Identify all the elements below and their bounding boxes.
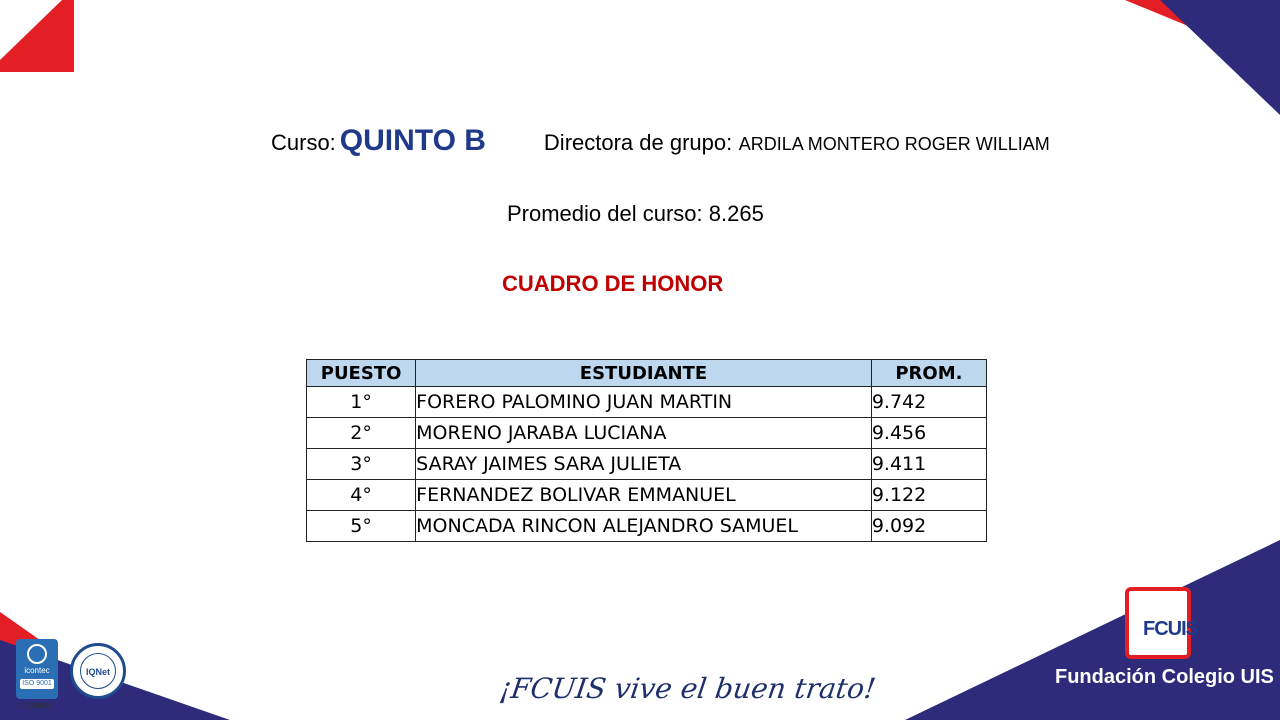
- table-row: [307, 418, 987, 449]
- header-estudiante: ESTUDIANTE: [416, 360, 872, 387]
- table-row: [307, 449, 987, 480]
- honor-title: CUADRO DE HONOR: [502, 271, 724, 296]
- student-cell: MONCADA RINCON ALEJANDRO SAMUEL: [416, 511, 872, 542]
- director-value: ARDILA MONTERO ROGER WILLIAM: [738, 134, 1050, 154]
- course-value: QUINTO B: [339, 124, 486, 157]
- average-cell: 9.411: [871, 449, 986, 480]
- rank-cell: 5°: [307, 511, 416, 542]
- header-prom: PROM.: [871, 360, 986, 387]
- student-cell: MORENO JARABA LUCIANA: [416, 418, 872, 449]
- icontec-badge: [16, 639, 58, 699]
- iso-label: ISO 9001: [20, 679, 54, 689]
- student-cell: FERNANDEZ BOLIVAR EMMANUEL: [416, 480, 872, 511]
- table-row: [307, 511, 987, 542]
- iqnet-badge: [70, 643, 126, 699]
- table-header-row: [307, 360, 987, 387]
- motto: ¡FCUIS vive el buen trato!: [497, 672, 878, 705]
- director-label: Directora de grupo:: [543, 130, 733, 155]
- rank-cell: 3°: [307, 449, 416, 480]
- course-average: Promedio del curso: 8.265: [507, 201, 764, 226]
- average-cell: 9.456: [871, 418, 986, 449]
- icontec-label: icontec: [24, 666, 50, 675]
- header-puesto: PUESTO: [307, 360, 416, 387]
- average-cell: 9.092: [871, 511, 986, 542]
- table-row: [307, 480, 987, 511]
- student-cell: FORERO PALOMINO JUAN MARTIN: [416, 387, 872, 418]
- rank-cell: 2°: [307, 418, 416, 449]
- rank-cell: 4°: [307, 480, 416, 511]
- table-row: [307, 387, 987, 418]
- bottom-right-navy-band: [905, 540, 1280, 720]
- average-cell: 9.122: [871, 480, 986, 511]
- school-logo-text: FCUIS: [1143, 618, 1198, 640]
- honor-table: [306, 359, 987, 542]
- top-right-navy-band: [1160, 0, 1280, 115]
- rank-cell: 1°: [307, 387, 416, 418]
- course-label: Curso:: [271, 130, 336, 155]
- school-name: Fundación Colegio UIS: [1055, 666, 1274, 688]
- icontec-logo-icon: [27, 644, 47, 664]
- iqnet-label: IQNet: [80, 653, 116, 689]
- course-header: [271, 124, 1050, 158]
- student-cell: SARAY JAIMES SARA JULIETA: [416, 449, 872, 480]
- average-cell: 9.742: [871, 387, 986, 418]
- sc-code: SC 53883-1: [18, 703, 56, 710]
